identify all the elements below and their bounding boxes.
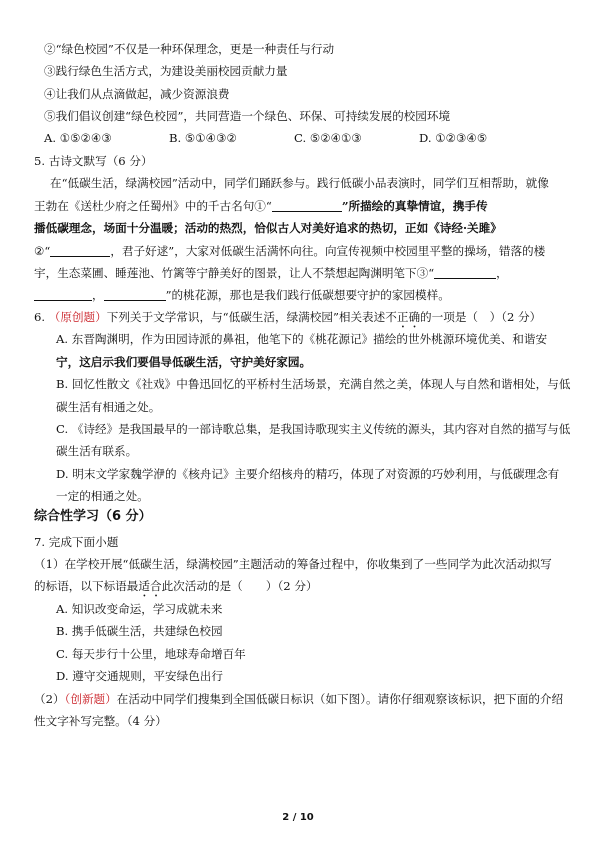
q7-option-b[interactable]: B. 携手低碳生活，共建绿色校园 bbox=[56, 624, 223, 638]
q7-option-a[interactable]: A. 知识改变命运，学习成就未来 bbox=[56, 602, 223, 616]
q6-option-d[interactable]: D. 明末文学家魏学洢的《核舟记》主要介绍核舟的精巧，体现了对资源的巧妙利用，与低碳理念有 bbox=[56, 467, 560, 481]
q6-option-c-cont: 碳生活有联系。 bbox=[56, 444, 138, 458]
q4-item-5: ⑤我们倡议创建“绿色校园”，共同营造一个绿色、环保、可持续发展的校园环境 bbox=[44, 109, 451, 123]
q7-text: 的标语，以下标语最 bbox=[34, 579, 139, 593]
q6-text: 的一项是（ ）（2 分） bbox=[420, 310, 542, 324]
q5-para-line-2 bbox=[34, 197, 578, 215]
q7-sub1-line-2 bbox=[34, 577, 578, 600]
q6-text: 下列关于文学常识，与“低碳生活，绿满校园”相关表述不 bbox=[106, 310, 397, 324]
q5-text: ”的桃花源，那也是我们践行低碳想要守护的家园模样。 bbox=[165, 288, 450, 302]
q5-text: ， bbox=[496, 266, 508, 280]
q4-option-d[interactable]: D. ①②③④⑤ bbox=[419, 131, 488, 145]
q6-option-a-cont: 宁，这启示我们要倡导低碳生活，守护美好家园。 bbox=[56, 355, 312, 369]
q7-emphasis: 适合 bbox=[138, 579, 162, 593]
q5-title: 5. 古诗文默写（6 分） bbox=[34, 154, 153, 168]
q6-emphasis: 正确 bbox=[396, 310, 421, 324]
blank-1[interactable] bbox=[272, 199, 342, 212]
q5-text: ②“ bbox=[34, 244, 51, 258]
page-number: 2 / 10 bbox=[282, 812, 314, 823]
section-heading: 综合性学习（6 分） bbox=[34, 509, 152, 524]
q4-item-4: ④让我们从点滴做起，减少资源浪费 bbox=[44, 87, 230, 101]
blank-2[interactable] bbox=[50, 244, 110, 257]
q4-options bbox=[44, 129, 578, 147]
q6-number: 6. bbox=[34, 310, 49, 324]
q5-text: 王勃在《送杜少府之任蜀州》中的千古名句①“ bbox=[34, 199, 272, 213]
q7-sub2-line-2: 性文字补写完整。（4 分） bbox=[34, 714, 167, 728]
q6-option-a[interactable]: A. 东晋陶渊明，作为田园诗派的鼻祖，他笔下的《桃花源记》描绘的世外桃源环境优美、和谐安 bbox=[56, 332, 548, 346]
q5-text: ”所描绘的真挚情谊，携手传 bbox=[341, 199, 488, 213]
q5-para-line-6 bbox=[34, 286, 578, 304]
q4-option-b[interactable]: B. ⑤①④③② bbox=[169, 131, 237, 145]
q6-option-b-cont: 碳生活有相通之处。 bbox=[56, 400, 161, 414]
q7-sub2-line-1 bbox=[34, 690, 578, 708]
q5-text: 宇，生态菜圃、睡莲池、竹篱等宁静美好的图景，让人不禁想起陶渊明笔下③“ bbox=[34, 266, 435, 280]
q5-text: ， bbox=[92, 288, 104, 302]
q7-title: 7. 完成下面小题 bbox=[34, 535, 119, 549]
q7-sub1-line-1: （1）在学校开展“低碳生活，绿满校园”主题活动的筹备过程中，你收集到了一些同学为此次活动拟写 bbox=[34, 557, 552, 571]
q6-option-d-cont: 一定的相通之处。 bbox=[56, 489, 149, 503]
blank-5[interactable] bbox=[104, 288, 166, 301]
q7-text: 在活动中同学们搜集到全国低碳日标识（如下图）。请你仔细观察该标识，把下面的介绍 bbox=[116, 692, 564, 706]
q6-stem bbox=[34, 308, 578, 331]
q7-text: （2） bbox=[34, 692, 65, 706]
blank-4[interactable] bbox=[34, 288, 92, 301]
q4-option-a[interactable]: A. ①⑤②④③ bbox=[44, 131, 112, 145]
innovation-question-tag: （创新题） bbox=[64, 692, 117, 706]
blank-3[interactable] bbox=[434, 266, 496, 279]
q7-text: 此次活动的是（ ）（2 分） bbox=[161, 579, 318, 593]
original-question-tag: （原创题） bbox=[48, 310, 107, 324]
q5-para-line-4 bbox=[34, 242, 578, 260]
q6-option-c[interactable]: C. 《诗经》是我国最早的一部诗歌总集，是我国诗歌现实主义传统的源头，其内容对自然的描写与低 bbox=[56, 422, 571, 436]
q4-item-2: ②“绿色校园”不仅是一种环保理念，更是一种责任与行动 bbox=[44, 42, 335, 56]
q6-option-b[interactable]: B. 回忆性散文《社戏》中鲁迅回忆的平桥村生活场景，充满自然之美，体现人与自然和谐相处，与低 bbox=[56, 377, 571, 391]
q7-option-d[interactable]: D. 遵守交通规则，平安绿色出行 bbox=[56, 669, 223, 683]
q7-option-c[interactable]: C. 每天步行十公里，地球寿命增百年 bbox=[56, 647, 246, 661]
q5-para-line-3: 播低碳理念，场面十分温暖；活动的热烈，恰似古人对美好追求的热切，正如《诗经·关雎》 bbox=[34, 221, 502, 235]
q5-para-line-1: 在“低碳生活，绿满校园”活动中，同学们踊跃参与。践行低碳小品表演时，同学们互相帮助，就像 bbox=[50, 176, 549, 190]
q5-text: ，君子好逑”，大家对低碳生活满怀向往。向宣传视频中校园里平整的操场，错落的楼 bbox=[110, 244, 546, 258]
q4-option-c[interactable]: C. ⑤②④①③ bbox=[294, 131, 362, 145]
q5-para-line-5 bbox=[34, 264, 578, 282]
q4-item-3: ③践行绿色生活方式，为建设美丽校园贡献力量 bbox=[44, 64, 288, 78]
